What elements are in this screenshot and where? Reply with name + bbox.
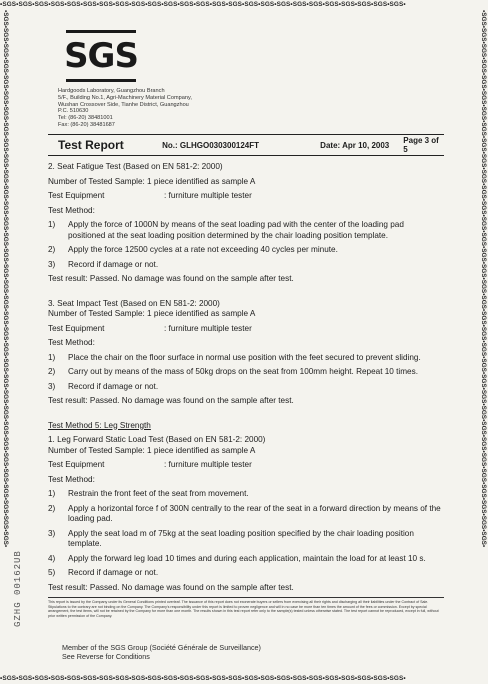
leg-step-2: [48, 504, 448, 525]
impact-step-1: [48, 353, 448, 364]
fatigue-step-2: [48, 245, 448, 256]
fatigue-equipment: [48, 191, 448, 202]
fatigue-result: Test result: Passed. No damage was found on the sample after test.: [48, 274, 294, 283]
impact-equipment-label: Test Equipment: [48, 323, 105, 333]
impact-sample: Number of Tested Sample: 1 piece identified as sample A: [48, 309, 256, 318]
step-text: Record if damage or not.: [68, 259, 159, 269]
fatigue-step-1: [48, 220, 448, 241]
fatigue-heading: 2. Seat Fatigue Test (Based on EN 581-2: 2000): [48, 162, 223, 171]
lab-line-4: P.C. 510630: [58, 108, 89, 115]
step-text: Carry out by means of the mass of 50kg drops on the seat from 100mm height. Repeat 10 times.: [68, 367, 418, 376]
serial-stamp-text: GZHG 00162UB: [13, 550, 23, 627]
lab-address: [58, 88, 278, 129]
member-line-1: Member of the SGS Group (Société Générale de Surveillance): [62, 643, 261, 652]
fatigue-sample: Number of Tested Sample: 1 piece identified as sample A: [48, 176, 256, 186]
fatigue-equipment-value: : furniture multiple tester: [164, 191, 252, 200]
step-text: Record if damage or not.: [68, 381, 159, 391]
leg-step-5: [48, 568, 448, 579]
report-title: Test Report: [58, 138, 124, 152]
step-text: Apply the forward leg load 10 times and during each application, maintain the load for at least 10 s.: [68, 553, 426, 563]
fatigue-step-3: [48, 260, 448, 271]
sgs-border-left-text: •SGS•SGS•SGS•SGS•SGS•SGS•SGS•SGS•SGS•SGS•SGS•SGS•SGS•SGS•SGS•SGS•SGS•SGS•SGS•SGS•SGS•SGS•SGS•SGS•SGS•SGS•SGS•SGS•SGS•SGS•SGS•SGS•SGS•SGS•: [2, 10, 9, 548]
report-body: [48, 162, 448, 593]
step-number: 3): [48, 381, 56, 391]
sgs-border-bottom: •SGS•SGS•SGS•SGS•SGS•SGS•SGS•SGS•SGS•SGS•SGS•SGS•SGS•SGS•SGS•SGS•SGS•SGS•SGS•SGS•SGS•SGS•SGS•SGS•SGS•: [0, 675, 406, 682]
leg-result: Test result: Passed. No damage was found on the sample after test.: [48, 582, 294, 592]
sgs-border-right: [478, 10, 488, 674]
step-number: 5): [48, 568, 56, 577]
impact-method: Test Method:: [48, 338, 95, 347]
sgs-border-top: •SGS•SGS•SGS•SGS•SGS•SGS•SGS•SGS•SGS•SGS•SGS•SGS•SGS•SGS•SGS•SGS•SGS•SGS•SGS•SGS•SGS•SGS•SGS•SGS•SGS•: [0, 1, 406, 8]
fatigue-equipment-label: Test Equipment: [48, 191, 105, 200]
step-text: Apply a horizontal force f of 300N centrally to the rear of the seat in a forward direction by means of the loading pad.: [68, 503, 441, 523]
member-line-2: See Reverse for Conditions: [62, 652, 150, 661]
step-text: Restrain the front feet of the seat from movement.: [68, 489, 249, 498]
step-number: 1): [48, 220, 56, 229]
sgs-membership: [62, 643, 261, 661]
lab-line-3: Wushan Crossover Side, Tianhe District, Guangzhou: [58, 101, 189, 108]
step-text: Record if damage or not.: [68, 568, 159, 577]
report-date: Date: Apr 10, 2003: [320, 140, 390, 150]
leg-step-3: [48, 529, 448, 550]
impact-equipment-value: : furniture multiple tester: [164, 323, 252, 333]
legal-fine-print: This report is issued by the Company under its General Conditions printed overleaf. The issuance of this report does not exonerate buyers or sellers from exercising all their rights and discharging all their liabilities under the Contract of Sale. Stipulations to the contrary are not binding on the Company. The Company's responsibility under this report is limited to proven negligence and will in no case be more than ten times the amount of the fees or commission. Except by special arrangement, the test items, will not be retained by the Company for more than one month. The results shown in this test report refer only to the sample(s) tested unless otherwise stated. The test report cannot be reproduced, except in full, without prior written permission of the Company.: [48, 597, 444, 618]
leg-step-4: [48, 554, 448, 565]
step-text: Apply the force of 1000N by means of the seat loading pad with the center of the loading pad positioned at the seat loading position determined by the chair loading position template.: [68, 220, 404, 240]
step-number: 1): [48, 352, 56, 362]
step-number: 2): [48, 367, 56, 376]
impact-result: Test result: Passed. No damage was found on the sample after test.: [48, 396, 294, 405]
lab-line-6: Fax: (86-20) 38481687: [58, 121, 115, 128]
sgs-border-left: [0, 10, 10, 674]
step-text: Apply the force 12500 cycles at a rate not exceeding 40 cycles per minute.: [68, 245, 338, 254]
step-number: 1): [48, 489, 56, 498]
sgs-logo: SGS: [66, 30, 136, 82]
lab-line-2: 5/F., Building No.1, Agri-Machinery Material Company,: [58, 94, 192, 101]
impact-equipment: [48, 324, 448, 335]
impact-step-3: [48, 382, 448, 393]
lab-line-5: Tel: (86-20) 38481001: [58, 115, 113, 122]
step-text: Apply the seat load m of 75kg at the seat loading position specified by the chair loading position template.: [68, 528, 414, 548]
leg-heading: 1. Leg Forward Static Load Test (Based on EN 581-2: 2000): [48, 435, 266, 444]
leg-method-title: Test Method 5: Leg Strength: [48, 420, 151, 430]
leg-equipment-label: Test Equipment: [48, 460, 105, 469]
leg-equipment-value: : furniture multiple tester: [164, 460, 252, 469]
sgs-border-right-text: •SGS•SGS•SGS•SGS•SGS•SGS•SGS•SGS•SGS•SGS•SGS•SGS•SGS•SGS•SGS•SGS•SGS•SGS•SGS•SGS•SGS•SGS•SGS•SGS•SGS•SGS•SGS•SGS•SGS•SGS•SGS•SGS•SGS•SGS•: [480, 10, 487, 548]
step-number: 3): [48, 528, 56, 538]
leg-sample: Number of Tested Sample: 1 piece identified as sample A: [48, 445, 256, 455]
leg-step-1: [48, 489, 448, 500]
leg-method: Test Method:: [48, 474, 95, 484]
report-header-bar: [48, 134, 444, 156]
step-number: 3): [48, 259, 56, 269]
page-number: Page 3 of 5: [403, 136, 439, 154]
report-number: No.: GLHGO030300124FT: [162, 140, 260, 150]
step-number: 2): [48, 245, 56, 254]
step-number: 2): [48, 503, 56, 513]
fatigue-method: Test Method:: [48, 205, 95, 215]
impact-step-2: [48, 367, 448, 378]
lab-line-1: Hardgoods Laboratory, Guangzhou Branch: [58, 88, 165, 94]
serial-stamp: [12, 527, 24, 627]
impact-heading: 3. Seat Impact Test (Based on EN 581-2: 2000): [48, 298, 220, 308]
leg-equipment: [48, 460, 448, 471]
step-number: 4): [48, 553, 56, 563]
step-text: Place the chair on the floor surface in normal use position with the feet secured to prevent sliding.: [68, 352, 421, 362]
